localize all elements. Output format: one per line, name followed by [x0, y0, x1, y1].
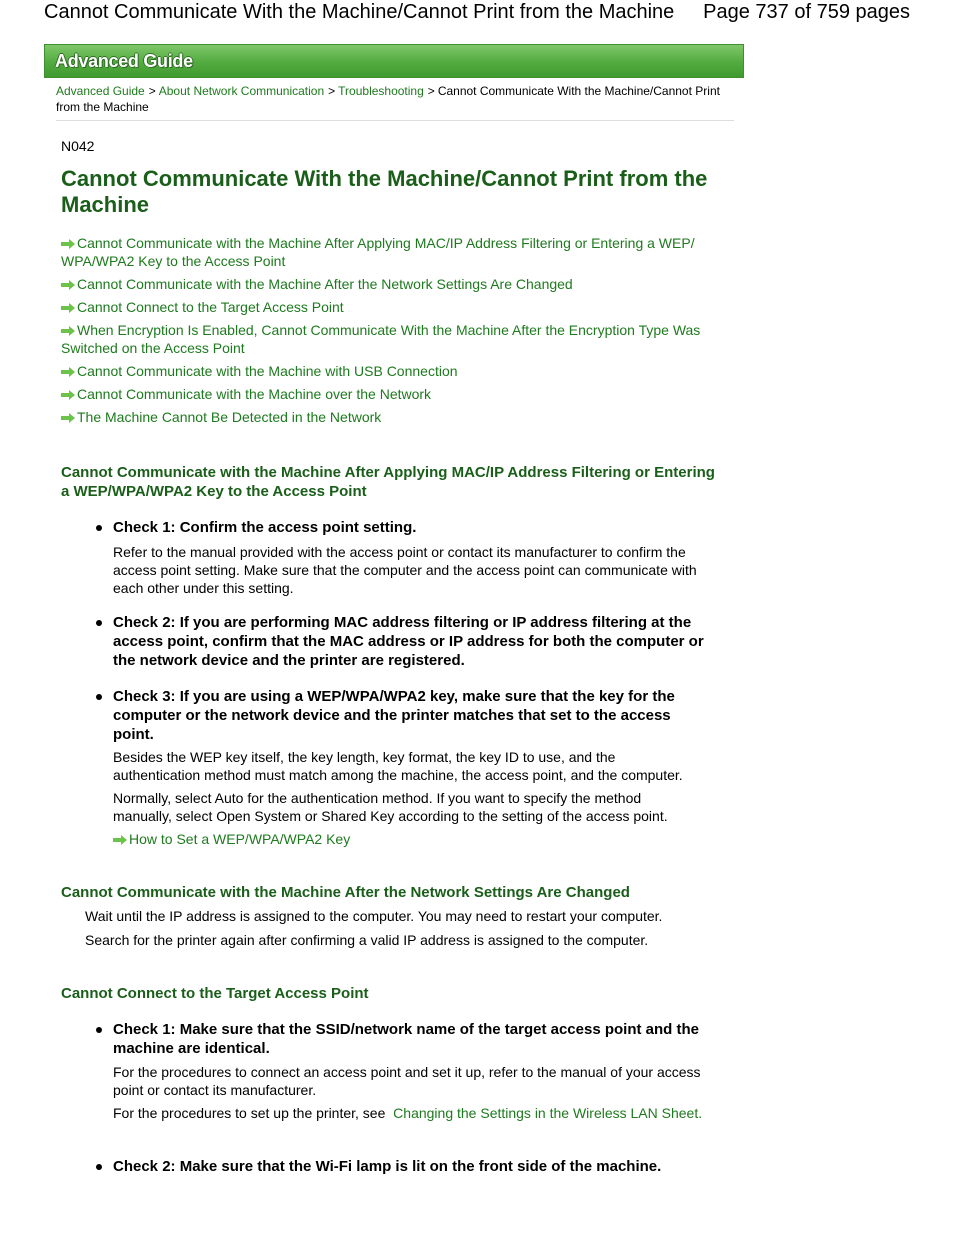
section-heading-target-access-point: Cannot Connect to the Target Access Point — [61, 985, 369, 1002]
section-text: Search for the printer again after confirming a valid IP address is assigned to the computer. — [85, 932, 649, 948]
breadcrumb-separator: > — [328, 84, 336, 98]
arrow-right-icon — [61, 303, 75, 313]
breadcrumb-about-network[interactable]: About Network Communication — [158, 84, 325, 98]
advanced-guide-banner — [44, 44, 744, 78]
check-description: Normally, select Auto for the authentication method. If you want to specify the method manually, select Open System or Shared Key according to the setting of the access point. — [113, 790, 668, 824]
page-header-title: Cannot Communicate With the Machine/Cannot Print from the Machine — [44, 1, 675, 23]
arrow-right-icon — [61, 367, 75, 377]
arrow-right-icon — [61, 413, 75, 423]
page-number: Page 737 of 759 pages — [703, 1, 910, 23]
bullet-icon — [96, 694, 102, 700]
check-item: Check 1: Confirm the access point setting. — [113, 518, 713, 537]
section-text: Wait until the IP address is assigned to the computer. You may need to restart your computer. — [85, 908, 663, 924]
check-description: For the procedures to set up the printer, see Changing the Settings in the Wireless LAN Sheet. — [113, 1105, 703, 1121]
breadcrumb — [56, 83, 728, 115]
check-item: Check 2: Make sure that the Wi-Fi lamp is lit on the front side of the machine. — [113, 1157, 713, 1176]
check-item: Check 1: Make sure that the SSID/network name of the target access point and the machine are identical. — [113, 1020, 713, 1058]
check-description: Refer to the manual provided with the access point or contact its manufacturer to confirm the access point setting. Make sure that the computer and the access point can communicate with each other under this setting. — [113, 544, 697, 596]
table-of-contents — [61, 234, 721, 431]
arrow-right-icon — [61, 280, 75, 290]
check-description: Besides the WEP key itself, the key length, key format, the key ID to use, and the authentication method must match among the machine, the access point, and the computer. — [113, 749, 683, 783]
bullet-icon — [96, 1027, 102, 1033]
check-item: Check 3: If you are using a WEP/WPA/WPA2 key, make sure that the key for the computer or the network device and the printer matches that set to the access point. — [113, 687, 713, 744]
breadcrumb-troubleshooting[interactable]: Troubleshooting — [338, 84, 424, 98]
arrow-right-icon — [61, 390, 75, 400]
arrow-right-icon — [113, 835, 127, 845]
bullet-icon — [96, 1164, 102, 1170]
page-title: Cannot Communicate With the Machine/Cannot Print from the Machine — [61, 166, 708, 217]
breadcrumb-separator: > — [427, 84, 435, 98]
section-heading-mac-ip-filtering: Cannot Communicate with the Machine After Applying MAC/IP Address Filtering or Entering a WEP/WPA/WPA2 Key to the Access Point — [61, 464, 715, 500]
toc-item-usb-connection[interactable]: Cannot Communicate with the Machine with USB Connection — [61, 362, 721, 380]
toc-item-mac-ip-filtering[interactable]: Cannot Communicate with the Machine After Applying MAC/IP Address Filtering or Entering a WEP/ WPA/WPA2 Key to the Access Point — [61, 235, 695, 269]
bullet-icon — [96, 525, 102, 531]
arrow-right-icon — [61, 326, 75, 336]
arrow-right-icon — [61, 239, 75, 249]
banner-label: Advanced Guide — [55, 51, 193, 71]
toc-item-not-detected[interactable]: The Machine Cannot Be Detected in the Network — [61, 408, 721, 426]
check-description: For the procedures to connect an access point and set it up, refer to the manual of your access point or contact its manufacturer. — [113, 1064, 701, 1098]
bullet-icon — [96, 620, 102, 626]
breadcrumb-current: Cannot Communicate With the Machine/Cannot Print from the Machine — [56, 84, 720, 114]
toc-item-encryption-type[interactable]: When Encryption Is Enabled, Cannot Communicate With the Machine After the Encryption Type Was Switched on the Access Point — [61, 322, 701, 356]
link-wep-key[interactable]: How to Set a WEP/WPA/WPA2 Key — [113, 830, 703, 848]
check-item: Check 2: If you are performing MAC address filtering or IP address filtering at the access point, confirm that the MAC address or IP address for both the computer or the network device and the printer are registered. — [113, 613, 713, 670]
header-divider — [56, 120, 734, 121]
breadcrumb-advanced-guide[interactable]: Advanced Guide — [56, 84, 145, 98]
toc-item-target-access-point[interactable]: Cannot Connect to the Target Access Point — [61, 298, 721, 316]
toc-item-network-settings-changed[interactable]: Cannot Communicate with the Machine After the Network Settings Are Changed — [61, 275, 721, 293]
toc-item-over-network[interactable]: Cannot Communicate with the Machine over the Network — [61, 385, 721, 403]
document-code: N042 — [61, 138, 95, 154]
section-heading-network-settings-changed: Cannot Communicate with the Machine After the Network Settings Are Changed — [61, 884, 630, 901]
link-wireless-lan-sheet[interactable]: Changing the Settings in the Wireless LAN Sheet — [393, 1105, 699, 1121]
breadcrumb-separator: > — [148, 84, 156, 98]
